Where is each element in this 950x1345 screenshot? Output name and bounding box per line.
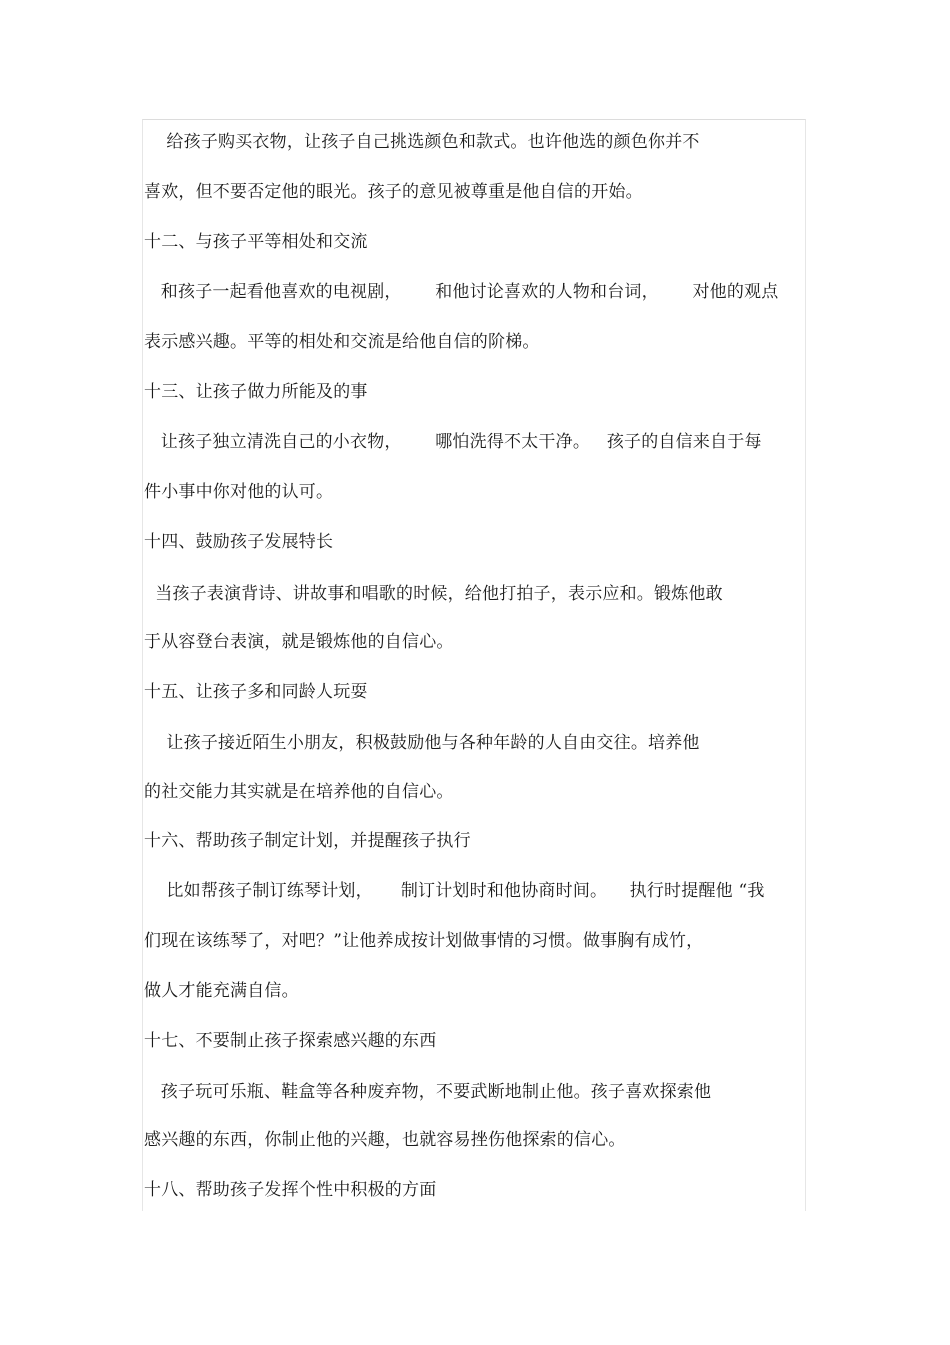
section-heading: 十三、让孩子做力所能及的事 <box>144 382 368 402</box>
paragraph-line: 的社交能力其实就是在培养他的自信心。 <box>144 782 454 802</box>
paragraph-line: 于从容登台表演，就是锻炼他的自信心。 <box>144 632 454 652</box>
paragraph-line: 给孩子购买衣物，让孩子自己挑选颜色和款式。也许他选的颜色你并不 <box>144 132 700 152</box>
paragraph-line: 孩子玩可乐瓶、鞋盒等各种废弃物，不要武断地制止他。孩子喜欢探索他 <box>144 1082 712 1102</box>
paragraph-line: 们现在该练琴了，对吧？”让他养成按计划做事情的习惯。做事胸有成竹， <box>144 931 704 951</box>
paragraph-line: 当孩子表演背诗、讲故事和唱歌的时候，给他打拍子，表示应和。锻炼他敢 <box>144 584 723 604</box>
paragraph-line: 喜欢，但不要否定他的眼光。孩子的意见被尊重是他自信的开始。 <box>144 182 643 202</box>
section-heading: 十七、不要制止孩子探索感兴趣的东西 <box>144 1031 437 1051</box>
paragraph-line: 表示感兴趣。平等的相处和交流是给他自信的阶梯。 <box>144 332 540 352</box>
section-heading: 十八、帮助孩子发挥个性中积极的方面 <box>144 1180 437 1200</box>
paragraph-line: 让孩子独立清洗自己的小衣物， 哪怕洗得不太干净。 孩子的自信来自于每 <box>144 432 762 452</box>
paragraph-line: 感兴趣的东西，你制止他的兴趣，也就容易挫伤他探索的信心。 <box>144 1130 626 1150</box>
section-heading: 十二、与孩子平等相处和交流 <box>144 232 368 252</box>
paragraph-line: 和孩子一起看他喜欢的电视剧， 和他讨论喜欢的人物和台词， 对他的观点 <box>144 282 779 302</box>
section-heading: 十五、让孩子多和同龄人玩耍 <box>144 682 368 702</box>
paragraph-line: 件小事中你对他的认可。 <box>144 482 334 502</box>
paragraph-line: 比如帮孩子制订练琴计划， 制订计划时和他协商时间。 执行时提醒他 “我 <box>144 881 765 901</box>
section-heading: 十四、鼓励孩子发展特长 <box>144 532 334 552</box>
section-heading: 十六、帮助孩子制定计划，并提醒孩子执行 <box>144 831 471 851</box>
paragraph-line: 让孩子接近陌生小朋友，积极鼓励他与各种年龄的人自由交往。培养他 <box>144 733 700 753</box>
paragraph-line: 做人才能充满自信。 <box>144 981 299 1001</box>
